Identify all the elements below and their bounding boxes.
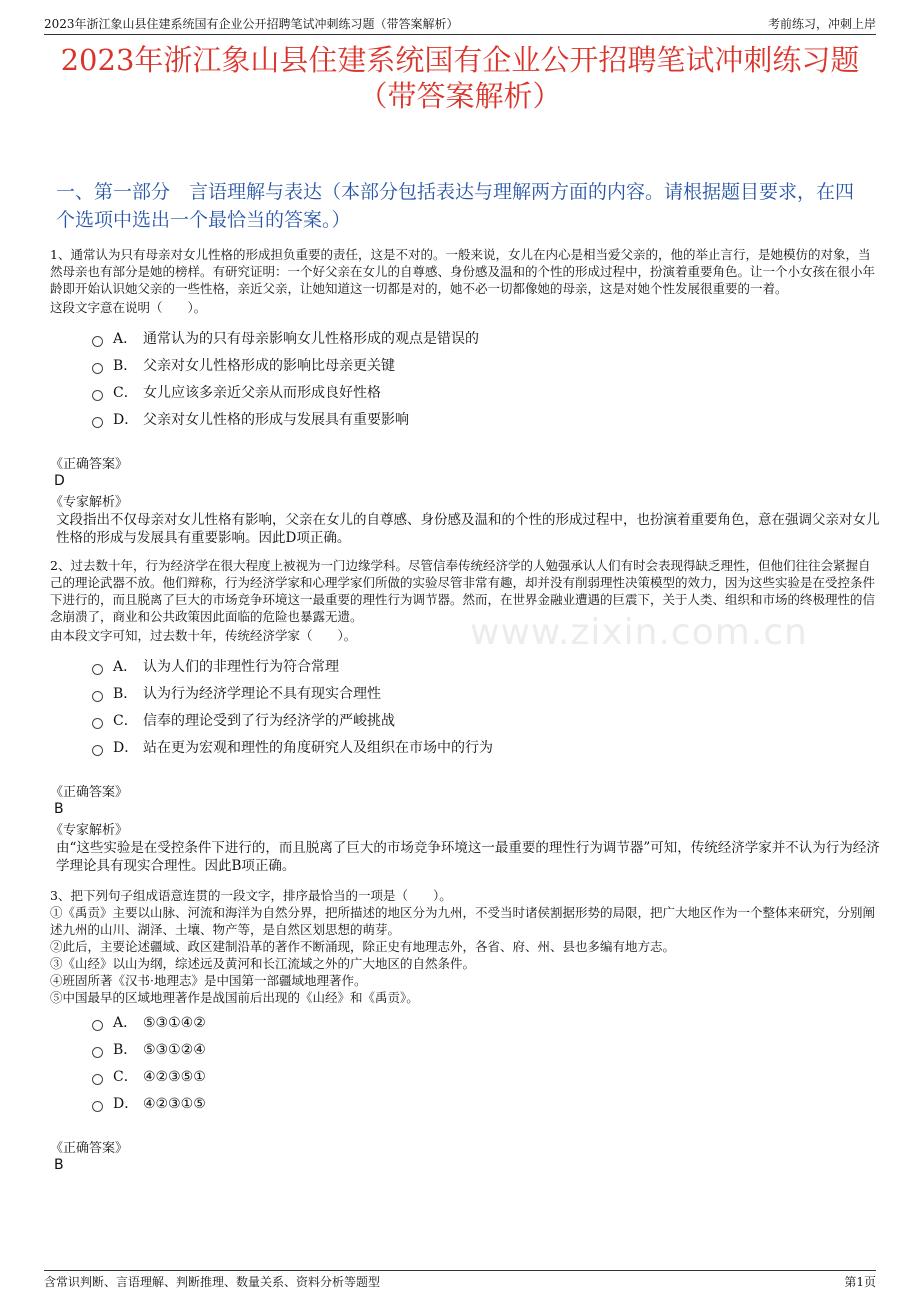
option-b[interactable]: B． 认为行为经济学理论不具有现实合理性 bbox=[92, 681, 880, 708]
sentence-3: ③《山经》以山为纲，综述远及黄河和长江流域之外的广大地区的自然条件。 bbox=[50, 956, 476, 971]
analysis-label: 《专家解析》 bbox=[50, 823, 129, 838]
radio-icon[interactable] bbox=[92, 390, 103, 401]
options bbox=[92, 654, 880, 762]
question-text: 1、通常认为只有母亲对女儿性格的形成担负重要的责任，这是不对的。一般来说，女儿在内心是相当爱父亲的，他的举止言行，是她模仿的对象，当然母亲也有部分是她的榜样。有研究证明：一个好父亲在女儿的自尊感、身份感及温和的个性的形成过程中，扮演着重要角色。让一个小女孩在很小年龄即开始认识她父亲的一些性格，亲近父亲，让她知道这一切都是对的，她不必一切都像她的母亲，这是对她个性发展很重要的一着。 bbox=[50, 247, 876, 296]
document-title bbox=[0, 42, 920, 114]
options bbox=[92, 326, 880, 434]
radio-icon[interactable] bbox=[92, 1020, 103, 1031]
radio-icon[interactable] bbox=[92, 718, 103, 729]
radio-icon[interactable] bbox=[92, 1047, 103, 1058]
title-line-2: （带答案解析） bbox=[358, 79, 562, 113]
radio-icon[interactable] bbox=[92, 417, 103, 428]
question-text: 3、把下列句子组成语意连贯的一段文字，排序最恰当的一项是（ ）。 bbox=[50, 888, 452, 903]
radio-icon[interactable] bbox=[92, 745, 103, 756]
radio-icon[interactable] bbox=[92, 691, 103, 702]
question-text: 2、过去数十年，行为经济学在很大程度上被视为一门边缘学科。尽管信奉传统经济学的人勉强承认人们有时会表现得缺乏理性，但他们往往会紧握自己的理论武器不放。他们辩称，行为经济学家和心理学家们所做的实验尽管非常有趣，却并没有削弱理性决策模型的效力，因为这些实验是在受控条件下进行的，而且脱离了巨大的市场竞争环境这一最重要的理性行为调节器。然而，在世界金融业遭遇的巨震下，关于人类、组织和市场的终极理性的信念崩溃了，商业和公共政策因此面临的危险也暴露无遗。 bbox=[50, 558, 876, 624]
analysis-label: 《专家解析》 bbox=[50, 495, 129, 510]
analysis-text: 文段指出不仅母亲对女儿性格有影响，父亲在女儿的自尊感、身份感及温和的个性的形成过程中，也扮演着重要角色，意在强调父亲对女儿性格的形成与发展具有重要影响。因此D项正确。 bbox=[56, 512, 880, 546]
option-c[interactable]: C． ④②③⑤① bbox=[92, 1064, 880, 1091]
sentence-4: ④班固所著《汉书·地理志》是中国第一部疆域地理著作。 bbox=[50, 973, 367, 988]
sentence-1: ①《禹贡》主要以山脉、河流和海洋为自然分界，把所描述的地区分为九州，不受当时诸侯割据形势的局限，把广大地区作为一个整体来研究，分别阐述九州的山川、湖泽、土壤、物产等，是自然区划思想的萌芽。 bbox=[50, 905, 876, 937]
question-3 bbox=[50, 887, 880, 1174]
question-2 bbox=[50, 557, 880, 875]
sentence-5: ⑤中国最早的区域地理著作是战国前后出现的《山经》和《禹贡》。 bbox=[50, 990, 419, 1005]
page-footer bbox=[44, 1270, 876, 1290]
answer-label: 《正确答案》 bbox=[50, 785, 129, 800]
question-list bbox=[50, 246, 880, 1174]
question-1 bbox=[50, 246, 880, 547]
watermark: www.zixin.com.cn bbox=[470, 612, 808, 653]
answer-label: 《正确答案》 bbox=[50, 1141, 129, 1156]
option-d[interactable]: D． 父亲对女儿性格的形成与发展具有重要影响 bbox=[92, 407, 880, 434]
option-c[interactable]: C． 女儿应该多亲近父亲从而形成良好性格 bbox=[92, 380, 880, 407]
option-a[interactable]: A． ⑤③①④② bbox=[92, 1010, 880, 1037]
answer-label: 《正确答案》 bbox=[50, 457, 129, 472]
header-slogan: 考前练习，冲刺上岸 bbox=[767, 17, 876, 31]
option-c[interactable]: C． 信奉的理论受到了行为经济学的严峻挑战 bbox=[92, 708, 880, 735]
footer-note: 含常识判断、言语理解、判断推理、数量关系、资料分析等题型 bbox=[44, 1275, 381, 1289]
option-a[interactable]: A． 通常认为的只有母亲影响女儿性格形成的观点是错误的 bbox=[92, 326, 880, 353]
option-b[interactable]: B． 父亲对女儿性格形成的影响比母亲更关键 bbox=[92, 353, 880, 380]
radio-icon[interactable] bbox=[92, 336, 103, 347]
question-stem: 这段文字意在说明（ ）。 bbox=[50, 300, 207, 315]
radio-icon[interactable] bbox=[92, 664, 103, 675]
section-heading: 一、第一部分 言语理解与表达（本部分包括表达与理解两方面的内容。请根据题目要求，在四个选项中选出一个最恰当的答案。） bbox=[56, 181, 855, 231]
option-d[interactable]: D． ④②③①⑤ bbox=[92, 1091, 880, 1118]
answer-value: B bbox=[54, 1157, 64, 1173]
title-line-1: 2023年浙江象山县住建系统国有企业公开招聘笔试冲刺练习题 bbox=[60, 43, 860, 77]
sentence-2: ②此后，主要论述疆域、政区建制沿革的著作不断涌现，除正史有地理志外，各省、府、州、县也多编有地方志。 bbox=[50, 939, 676, 954]
option-b[interactable]: B． ⑤③①②④ bbox=[92, 1037, 880, 1064]
header-title: 2023年浙江象山县住建系统国有企业公开招聘笔试冲刺练习题（带答案解析） bbox=[44, 17, 459, 31]
radio-icon[interactable] bbox=[92, 1101, 103, 1112]
answer-value: B bbox=[54, 801, 64, 817]
answer-value: D bbox=[54, 473, 65, 489]
radio-icon[interactable] bbox=[92, 1074, 103, 1085]
page-number: 第1页 bbox=[844, 1275, 876, 1289]
page-header bbox=[44, 10, 876, 35]
analysis-text: 由“这些实验是在受控条件下进行的，而且脱离了巨大的市场竞争环境这一最重要的理性行为调节器”可知，传统经济学家并不认为行为经济学理论具有现实合理性。因此B项正确。 bbox=[56, 840, 880, 874]
options bbox=[92, 1010, 880, 1118]
radio-icon[interactable] bbox=[92, 363, 103, 374]
option-d[interactable]: D． 站在更为宏观和理性的角度研究人及组织在市场中的行为 bbox=[92, 735, 880, 762]
option-a[interactable]: A． 认为人们的非理性行为符合常理 bbox=[92, 654, 880, 681]
question-stem: 由本段文字可知，过去数十年，传统经济学家（ ）。 bbox=[50, 628, 357, 643]
